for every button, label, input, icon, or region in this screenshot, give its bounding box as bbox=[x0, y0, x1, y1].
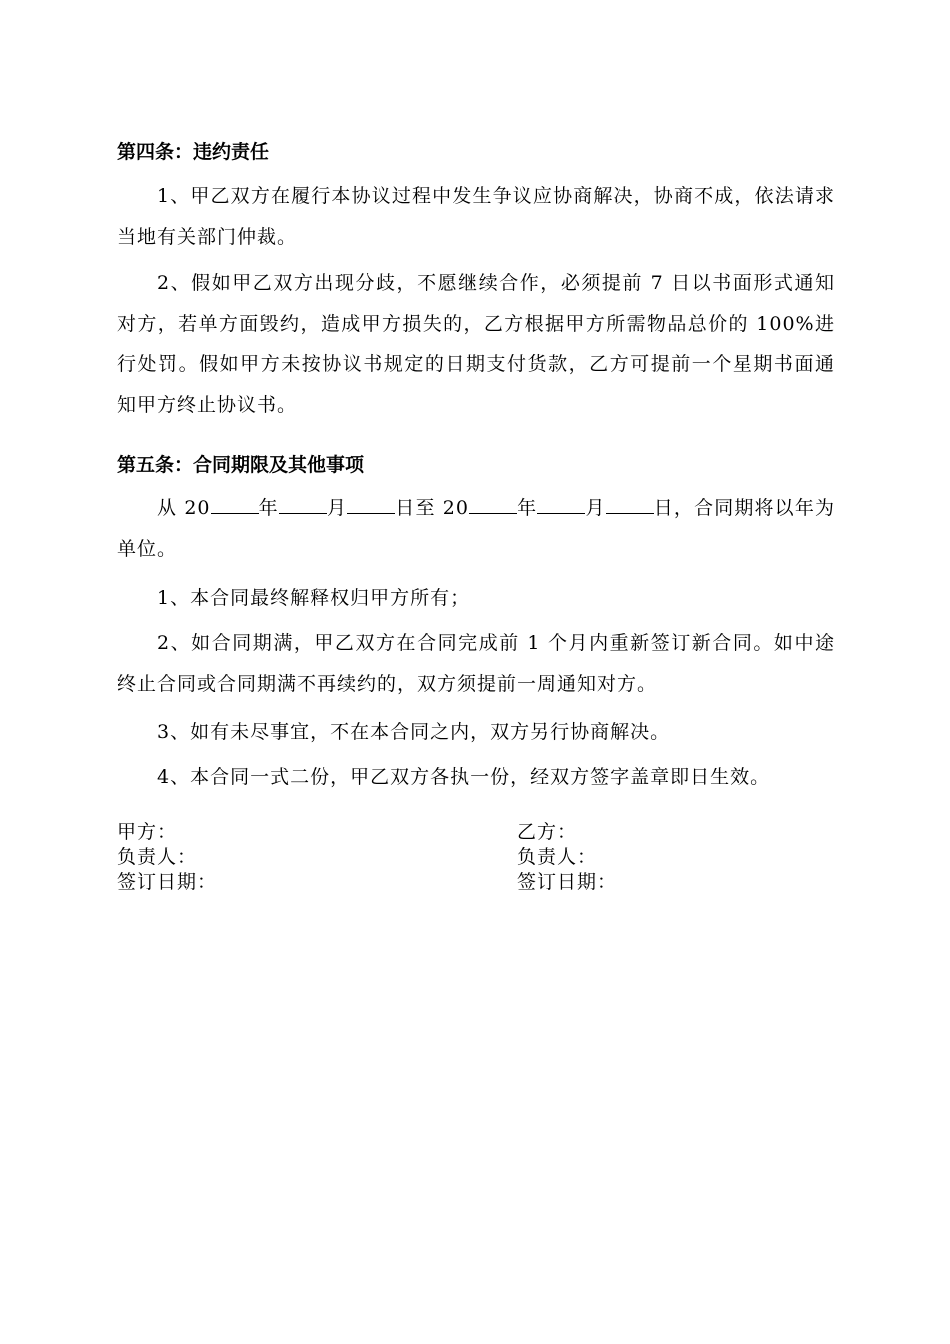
article-5-clause-4: 4、本合同一式二份，甲乙双方各执一份，经双方签字盖章即日生效。 bbox=[157, 766, 771, 788]
month-blank bbox=[537, 495, 585, 514]
term-day-to: 日至 20 bbox=[395, 497, 469, 519]
term-from: 从 20 bbox=[157, 497, 211, 519]
party-a-label: 甲方： bbox=[117, 821, 178, 843]
term-year-2: 年 bbox=[516, 497, 538, 519]
party-a-date-label: 签订日期： bbox=[117, 871, 218, 893]
party-b-person-label: 负责人： bbox=[517, 846, 598, 868]
article-5-clause-3: 3、如有未尽事宜，不在本合同之内，双方另行协商解决。 bbox=[157, 721, 671, 743]
year-blank bbox=[469, 495, 517, 514]
article-5-term bbox=[117, 488, 835, 569]
article-4-clause-1: 1、甲乙双方在履行本协议过程中发生争议应协商解决，协商不成，依法请求当地有关部门仲裁。 bbox=[117, 185, 835, 248]
party-b-label: 乙方： bbox=[517, 821, 578, 843]
term-tail: 日，合同期将以年为单位。 bbox=[117, 497, 835, 560]
article-5-clause-1: 1、本合同最终解释权归甲方所有； bbox=[157, 587, 471, 609]
article-4-title: 第四条：违约责任 bbox=[117, 141, 270, 163]
article-5-title: 第五条：合同期限及其他事项 bbox=[117, 454, 365, 476]
month-blank bbox=[279, 495, 327, 514]
term-month-2: 月 bbox=[585, 497, 606, 519]
term-year-1: 年 bbox=[258, 497, 279, 519]
party-b-date-label: 签订日期： bbox=[517, 871, 618, 893]
article-5-clause-2: 2、如合同期满，甲乙双方在合同完成前 1 个月内重新签订新合同。如中途终止合同或合同期满不再续约的，双方须提前一周通知对方。 bbox=[117, 632, 835, 695]
term-month-1: 月 bbox=[326, 497, 348, 519]
party-a-person-label: 负责人： bbox=[117, 846, 198, 868]
day-blank bbox=[347, 495, 395, 514]
year-blank bbox=[211, 495, 259, 514]
article-4-clause-2: 2、假如甲乙双方出现分歧，不愿继续合作，必须提前 7 日以书面形式通知对方，若单方面毁约，造成甲方损失的，乙方根据甲方所需物品总价的 100%进行处罚。假如甲方未按协议书规定的日期支付货款，乙方可提前一个星期书面通知甲方终止协议书。 bbox=[117, 272, 835, 416]
day-blank bbox=[606, 495, 654, 514]
